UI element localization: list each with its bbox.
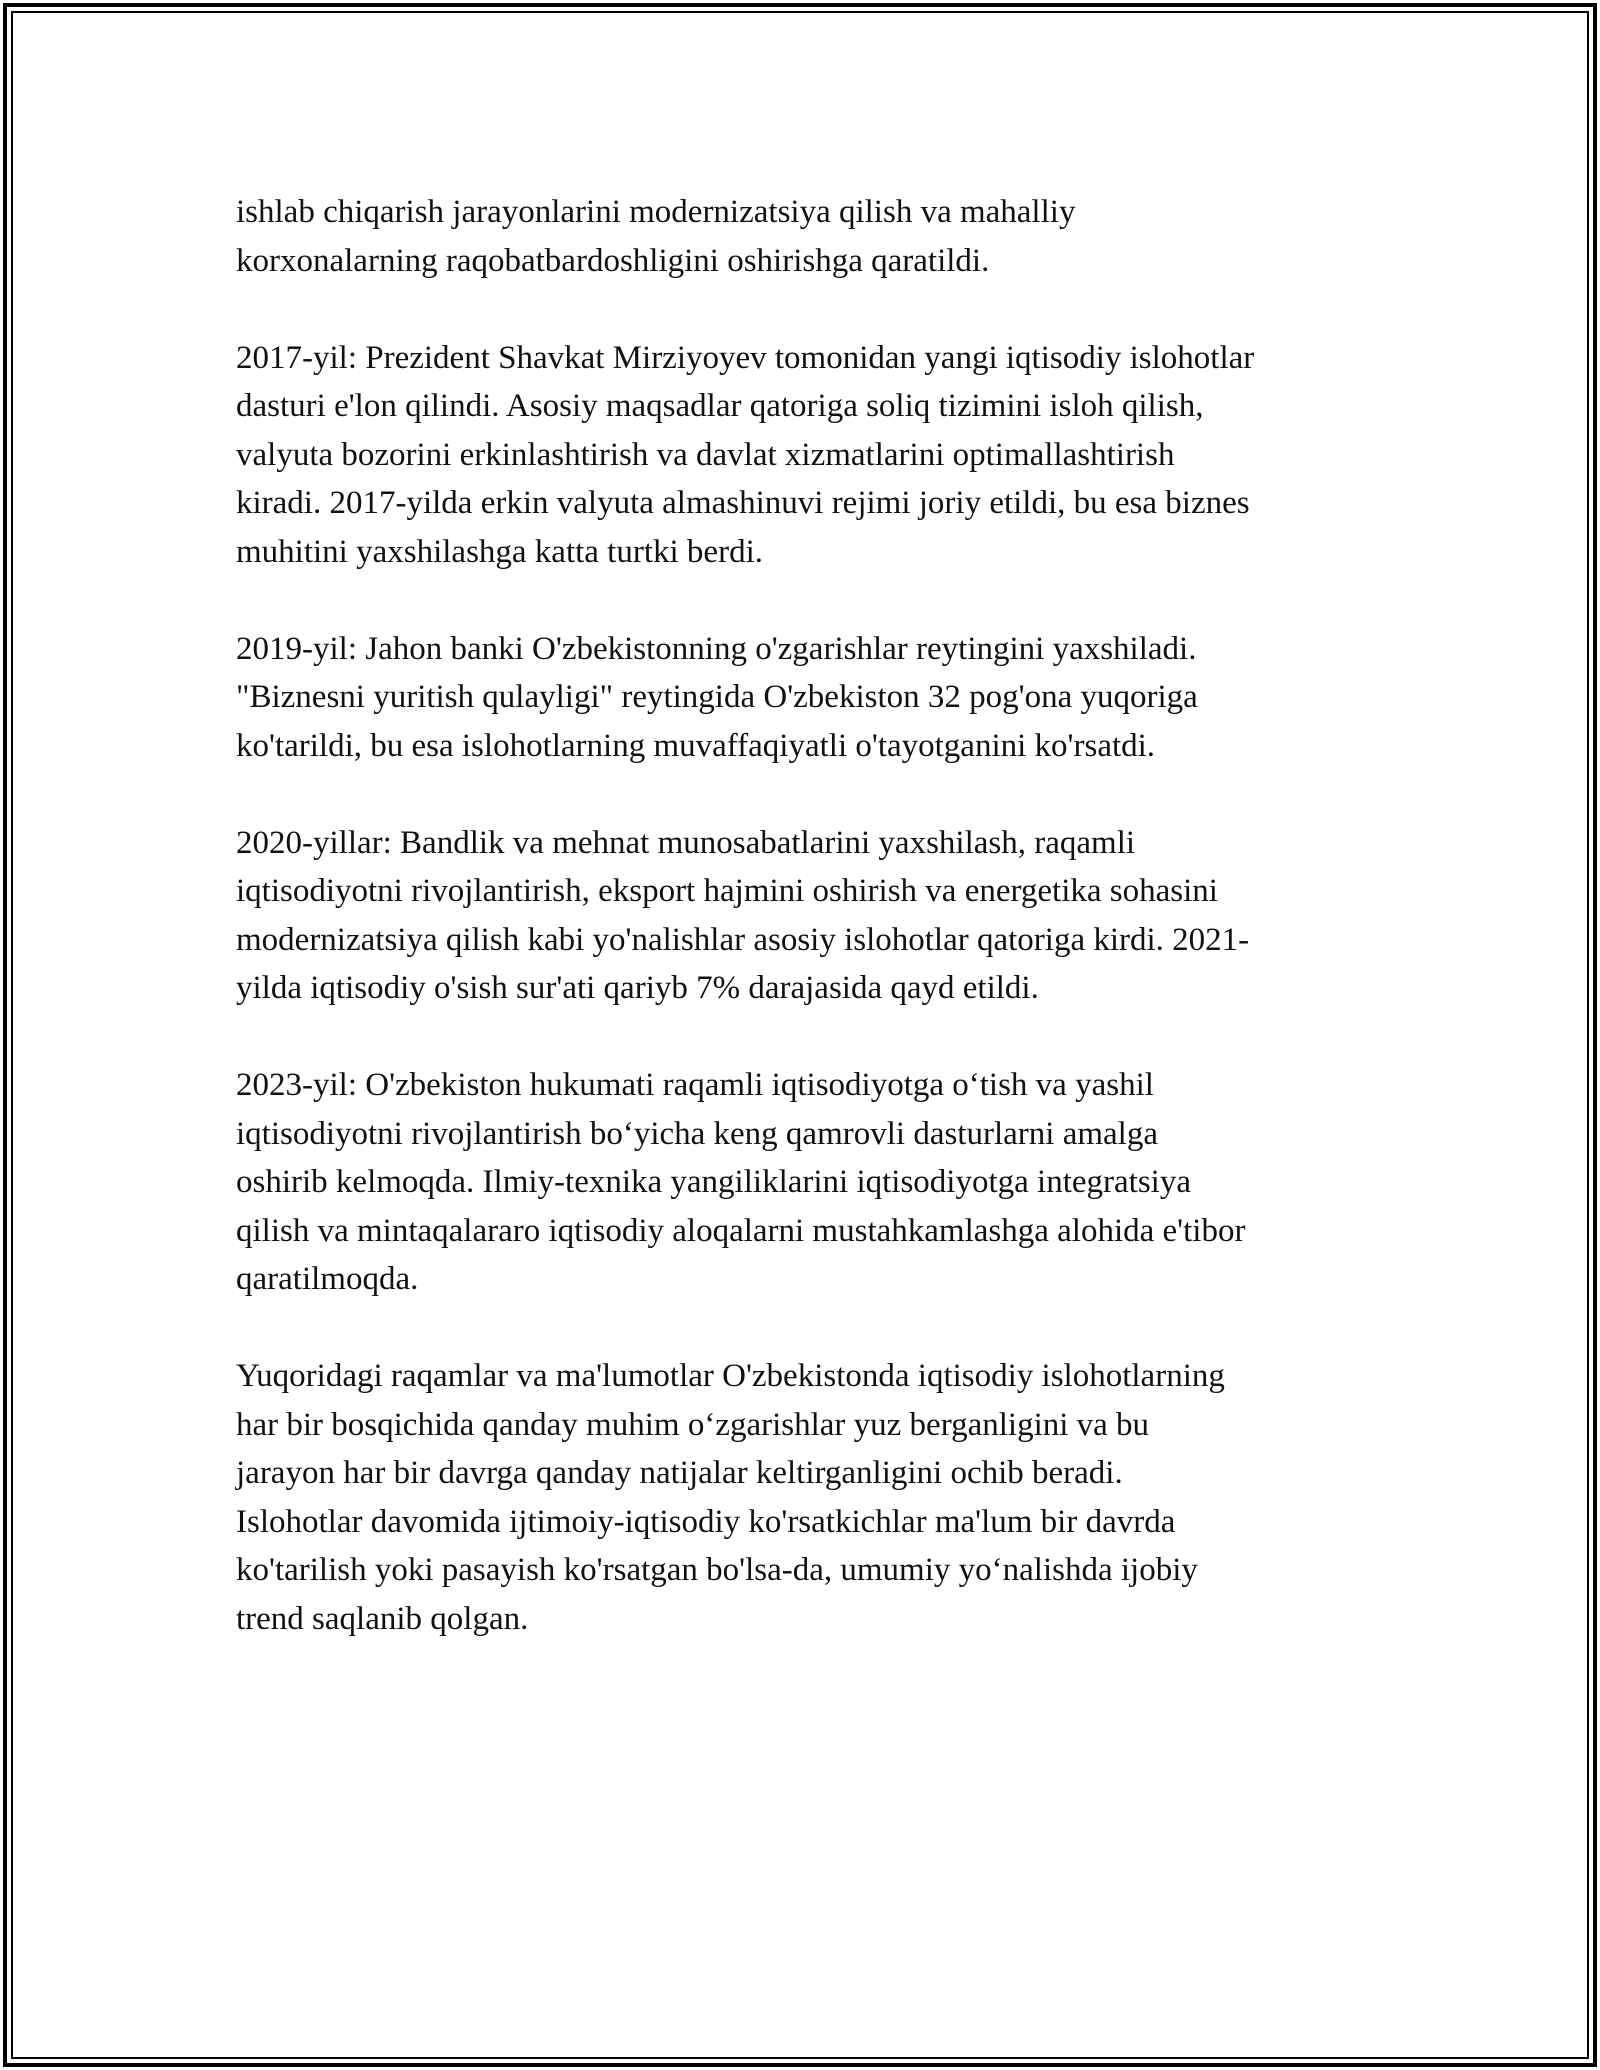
paragraph-2019: 2019-yil: Jahon banki O'zbekistonning o'zgarishlar reytingini yaxshiladi. "Biznesni yuritish qulayligi" reytingida O'zbekiston 32 pog'ona yuqoriga ko'tarildi, bu esa islohotlarning muvaffaqiyatli o'tayotganini ko'rsatdi. (236, 630, 1198, 764)
paragraph-2020s: 2020-yillar: Bandlik va mehnat munosabatlarini yaxshilash, raqamli iqtisodiyotni rivojlantirish, eksport hajmini oshirish va energetika sohasini modernizatsiya qilish kabi yo'nalishlar asosiy islohotlar qatoriga kirdi. 2021- yilda iqtisodiy o'sish sur'ati qariyb 7% darajasida qayd etildi. (236, 824, 1250, 1006)
paragraph-2023: 2023-yil: O'zbekiston hukumati raqamli iqtisodiyotga o‘tish va yashil iqtisodiyotni rivojlantirish bo‘yicha keng qamrovli dasturlarni amalga oshirib kelmoqda. Ilmiy-texnika yangiliklarini iqtisodiyotga integratsiya qilish va mintaqalararo iqtisodiy aloqalarni mustahkamlashga alohida e'tibor qaratilmoqda. (236, 1067, 1246, 1297)
document-body (236, 188, 1376, 1643)
paragraph-conclusion: Yuqoridagi raqamlar va ma'lumotlar O'zbekistonda iqtisodiy islohotlarning har bir bosqichida qanday muhim o‘zgarishlar yuz berganligini va bu jarayon har bir davrga qanday natijalar keltirganligini ochib beradi. Islohotlar davomida ijtimoiy-iqtisodiy ko'rsatkichlar ma'lum bir davrda ko'tarilish yoki pasayish ko'rsatgan bo'lsa-da, umumiy yo‘nalishda ijobiy trend saqlanib qolgan. (236, 1358, 1225, 1637)
paragraph-2017: 2017-yil: Prezident Shavkat Mirziyoyev tomonidan yangi iqtisodiy islohotlar dasturi e'lon qilindi. Asosiy maqsadlar qatoriga soliq tizimini isloh qilish, valyuta bozorini erkinlashtirish va davlat xizmatlarini optimallashtirish kiradi. 2017-yilda erkin valyuta almashinuvi rejimi joriy etildi, bu esa biznes muhitini yaxshilashga katta turtki berdi. (236, 339, 1255, 570)
paragraph-intro-continuation: ishlab chiqarish jarayonlarini modernizatsiya qilish va mahalliy korxonalarning raqobatbardoshligini oshirishga qaratildi. (236, 194, 1076, 279)
